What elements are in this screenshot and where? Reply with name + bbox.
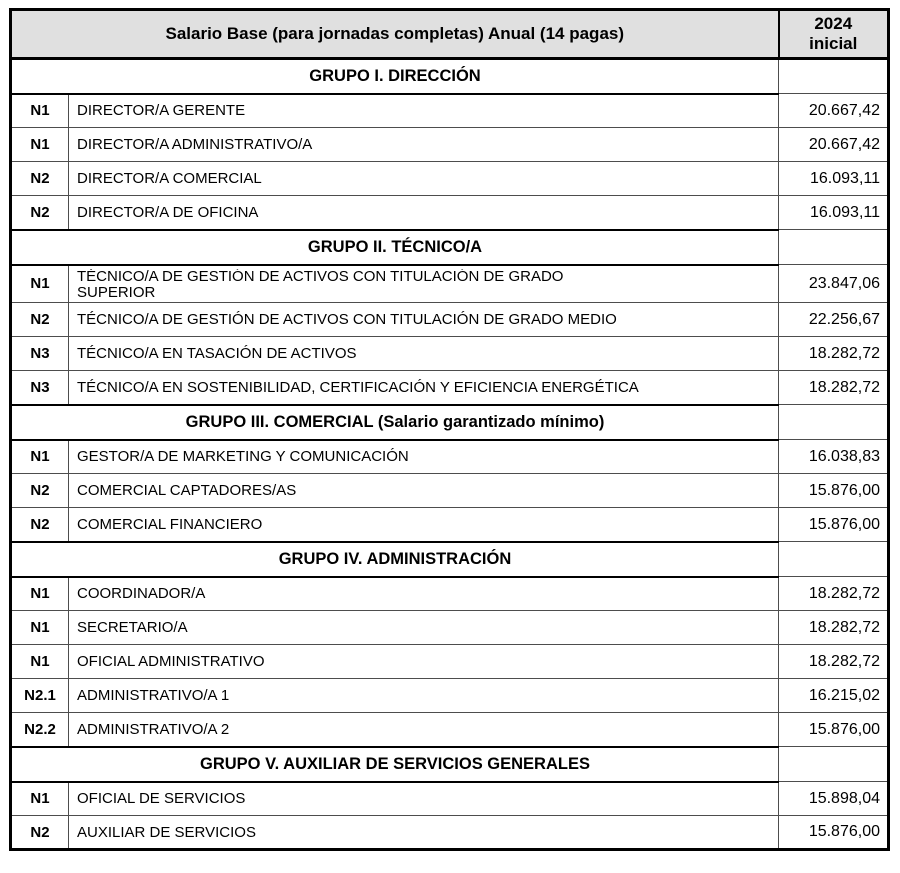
level-code: N1	[11, 611, 69, 645]
table-row	[11, 508, 889, 542]
salary-value: 15.898,04	[779, 782, 889, 816]
job-title	[77, 790, 772, 807]
salary-value: 15.876,00	[779, 508, 889, 542]
table-row	[11, 440, 889, 474]
job-title	[77, 516, 772, 533]
group-header-row	[11, 405, 889, 440]
job-title-line1: TÉCNICO/A DE GESTIÓN DE ACTIVOS CON TITULACIÓN DE GRADO MEDIO	[77, 311, 617, 328]
job-title	[77, 102, 772, 119]
salary-value: 18.282,72	[779, 337, 889, 371]
salary-value: 18.282,72	[779, 645, 889, 679]
job-title-line1: TÉCNICO/A EN TASACIÓN DE ACTIVOS	[77, 345, 357, 362]
job-title-cell	[69, 303, 779, 337]
group-title: GRUPO III. COMERCIAL (Salario garantizado mínimo)	[11, 405, 779, 440]
group-title: GRUPO II. TÉCNICO/A	[11, 230, 779, 265]
job-title	[77, 721, 772, 738]
job-title-cell	[69, 474, 779, 508]
job-title	[77, 585, 772, 602]
table-row	[11, 611, 889, 645]
level-code: N2.2	[11, 713, 69, 747]
table-row	[11, 577, 889, 611]
salary-value: 15.876,00	[779, 474, 889, 508]
job-title-line1: DIRECTOR/A DE OFICINA	[77, 203, 259, 221]
salary-value: 18.282,72	[779, 577, 889, 611]
job-title-line1: ADMINISTRATIVO/A 2	[77, 720, 230, 738]
group-empty-value-cell	[779, 230, 889, 265]
job-title-line1: DIRECTOR/A ADMINISTRATIVO/A	[77, 136, 313, 153]
table-row	[11, 474, 889, 508]
group-header-row	[11, 747, 889, 782]
group-header-row	[11, 230, 889, 265]
level-code: N3	[11, 337, 69, 371]
job-title-cell	[69, 196, 779, 230]
level-code: N1	[11, 782, 69, 816]
year-column-header	[779, 10, 889, 59]
level-code: N2.1	[11, 679, 69, 713]
table-row	[11, 265, 889, 303]
job-title	[77, 136, 772, 153]
level-code: N1	[11, 577, 69, 611]
level-code: N2	[11, 162, 69, 196]
group-empty-value-cell	[779, 405, 889, 440]
table-row	[11, 196, 889, 230]
level-code: N2	[11, 303, 69, 337]
job-title-cell	[69, 508, 779, 542]
job-title-cell	[69, 128, 779, 162]
salary-value: 16.038,83	[779, 440, 889, 474]
table-header-row	[11, 10, 889, 59]
job-title-line1: DIRECTOR/A GERENTE	[77, 102, 246, 120]
group-empty-value-cell	[779, 747, 889, 782]
group-title: GRUPO I. DIRECCIÓN	[11, 59, 779, 94]
salary-value: 23.847,06	[779, 265, 889, 303]
job-title-cell	[69, 265, 779, 303]
job-title-line1: GESTOR/A DE MARKETING Y COMUNICACIÓN	[77, 448, 409, 466]
level-code: N1	[11, 94, 69, 128]
job-title-cell	[69, 816, 779, 850]
job-title-cell	[69, 337, 779, 371]
job-title	[77, 482, 772, 499]
job-title-cell	[69, 782, 779, 816]
table-row	[11, 713, 889, 747]
job-title-line1: ADMINISTRATIVO/A 1	[77, 687, 230, 704]
salary-value: 22.256,67	[779, 303, 889, 337]
job-title	[77, 687, 772, 704]
job-title-line1: DIRECTOR/A COMERCIAL	[77, 170, 262, 187]
job-title	[77, 653, 772, 670]
job-title	[77, 379, 772, 396]
job-title-line1: TÉCNICO/A EN SOSTENIBILIDAD, CERTIFICACIÓN Y EFICIENCIA ENERGÉTICA	[77, 378, 639, 396]
level-code: N2	[11, 196, 69, 230]
job-title-line1: OFICIAL ADMINISTRATIVO	[77, 653, 265, 670]
job-title-cell	[69, 679, 779, 713]
salary-value: 15.876,00	[779, 713, 889, 747]
job-title-cell	[69, 440, 779, 474]
table-row	[11, 162, 889, 196]
salary-value: 16.093,11	[779, 196, 889, 230]
job-title-line1: SECRETARIO/A	[77, 619, 188, 636]
level-code: N2	[11, 816, 69, 850]
table-row	[11, 128, 889, 162]
job-title-line1: OFICIAL DE SERVICIOS	[77, 790, 246, 808]
table-row	[11, 816, 889, 850]
job-title	[77, 448, 772, 465]
level-code: N2	[11, 508, 69, 542]
table-row	[11, 94, 889, 128]
job-title-cell	[69, 577, 779, 611]
salary-value: 20.667,42	[779, 94, 889, 128]
salary-value: 18.282,72	[779, 611, 889, 645]
job-title-cell	[69, 371, 779, 405]
job-title-cell	[69, 94, 779, 128]
job-title-line2: SUPERIOR	[77, 283, 156, 300]
job-title-line1: COMERCIAL FINANCIERO	[77, 515, 263, 533]
salary-value: 20.667,42	[779, 128, 889, 162]
year-header-line2: inicial	[809, 34, 858, 53]
group-header-row	[11, 542, 889, 577]
group-header-row	[11, 59, 889, 94]
level-code: N1	[11, 440, 69, 474]
job-title	[77, 345, 772, 362]
level-code: N1	[11, 645, 69, 679]
salary-value: 16.093,11	[779, 162, 889, 196]
job-title-cell	[69, 713, 779, 747]
table-row	[11, 645, 889, 679]
job-title	[77, 269, 772, 300]
job-title	[77, 170, 772, 187]
salary-value: 15.876,00	[779, 816, 889, 850]
job-title	[77, 311, 772, 328]
table-title: Salario Base (para jornadas completas) Anual (14 pagas)	[11, 10, 779, 59]
job-title-line1: COORDINADOR/A	[77, 585, 206, 603]
table-row	[11, 679, 889, 713]
salary-table	[9, 8, 890, 851]
level-code: N1	[11, 265, 69, 303]
year-header-line1: 2024	[814, 13, 853, 33]
group-title: GRUPO IV. ADMINISTRACIÓN	[11, 542, 779, 577]
table-row	[11, 371, 889, 405]
salary-table-body	[11, 59, 889, 850]
job-title	[77, 204, 772, 221]
job-title	[77, 824, 772, 841]
salary-value: 16.215,02	[779, 679, 889, 713]
job-title-cell	[69, 162, 779, 196]
salary-value: 18.282,72	[779, 371, 889, 405]
level-code: N3	[11, 371, 69, 405]
job-title	[77, 619, 772, 636]
table-row	[11, 337, 889, 371]
group-empty-value-cell	[779, 59, 889, 94]
job-title-line1: AUXILIAR DE SERVICIOS	[77, 823, 256, 841]
table-row	[11, 782, 889, 816]
job-title-line1: COMERCIAL CAPTADORES/AS	[77, 482, 297, 499]
level-code: N1	[11, 128, 69, 162]
job-title-cell	[69, 611, 779, 645]
group-empty-value-cell	[779, 542, 889, 577]
table-row	[11, 303, 889, 337]
level-code: N2	[11, 474, 69, 508]
group-title: GRUPO V. AUXILIAR DE SERVICIOS GENERALES	[11, 747, 779, 782]
job-title-cell	[69, 645, 779, 679]
job-title-line1: TÉCNICO/A DE GESTIÓN DE ACTIVOS CON TITULACIÓN DE GRADO	[77, 268, 564, 285]
